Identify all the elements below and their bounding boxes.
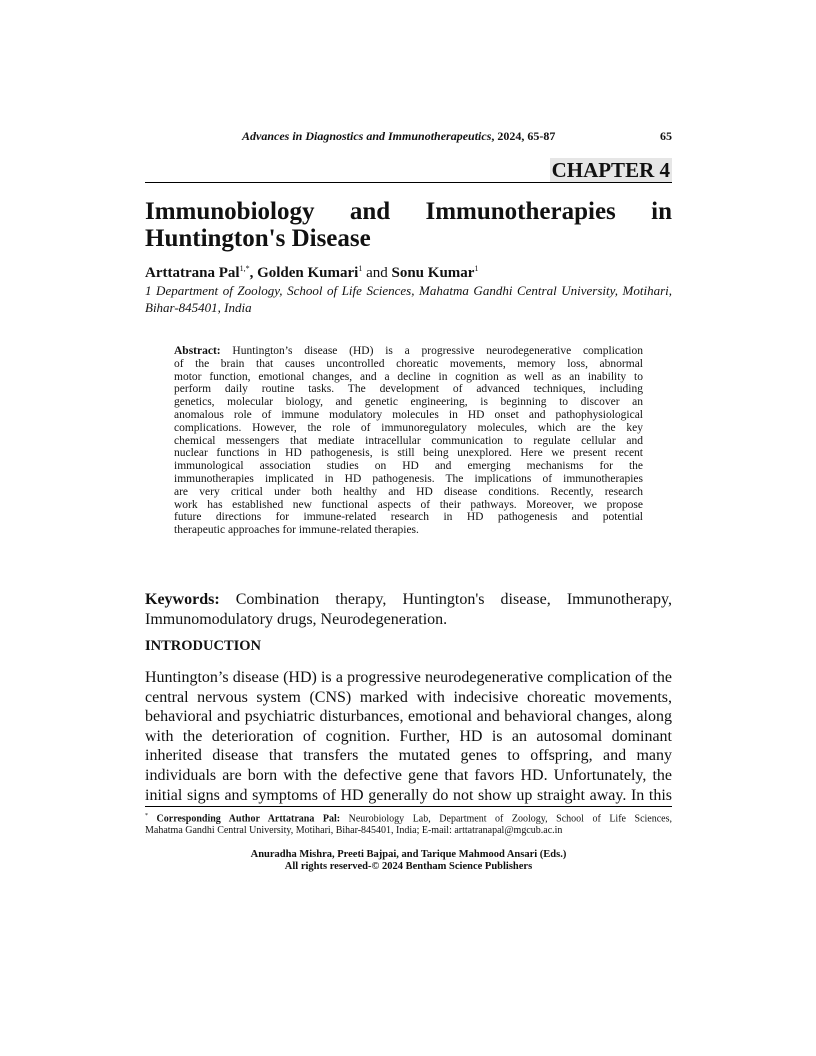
affiliation-line: Bihar-845401, India xyxy=(145,300,252,315)
body-line: individuals are born with the defective gene that favors HD. Unfortunately, the xyxy=(145,766,672,784)
abstract-text: complications. However, the role of immunoregulatory molecules, which are the key xyxy=(174,421,643,434)
title-line: Huntington's Disease xyxy=(145,225,371,252)
abstract-text: future directions for immune-related research in HD pathogenesis and potential xyxy=(174,511,643,524)
divider xyxy=(145,182,672,183)
abstract-text: nuclear functions in HD pathogenesis, is still being unexplored. Here we present recent xyxy=(174,447,643,460)
body-line: central nervous system (CNS) marked with indecisive choreatic movements, xyxy=(145,688,672,706)
author-sup: 1 xyxy=(474,264,479,273)
abstract-line xyxy=(174,499,643,512)
editors: Anuradha Mishra, Preeti Bajpai, and Tarique Mahmood Ansari (Eds.) xyxy=(250,849,567,860)
author-sup: 1 xyxy=(358,264,363,273)
abstract-text: anomalous role of immune modulatory molecules in HD onset and pathophysiological xyxy=(174,408,643,421)
abstract-text: are very critical under both healthy and HD disease conditions. Recently, research xyxy=(174,485,643,498)
footnote-label: Corresponding Author Arttatrana Pal: xyxy=(148,813,341,825)
chapter-label: CHAPTER 4 xyxy=(551,158,670,182)
footnote-divider xyxy=(145,806,672,807)
title-line: Immunobiology and Immunotherapies in xyxy=(145,198,672,225)
abstract-line xyxy=(174,422,643,435)
abstract-line xyxy=(174,358,643,371)
keywords-line: Immunomodulatory drugs, Neurodegeneration. xyxy=(145,611,448,628)
section-heading: INTRODUCTION xyxy=(145,638,262,654)
journal-citation: Advances in Diagnostics and Immunotherapeutics, 2024, 65-87 xyxy=(242,129,556,143)
copyright: All rights reserved-© 2024 Bentham Science Publishers xyxy=(284,860,533,872)
page-number: 65 xyxy=(660,129,672,143)
abstract-line xyxy=(174,371,643,384)
body-line: Huntington’s disease (HD) is a progressive neurodegenerative complication of the xyxy=(145,669,672,686)
separator: , xyxy=(249,265,258,281)
abstract-line xyxy=(174,345,643,358)
abstract-text: immunological association studies on HD and emerging mechanisms for the xyxy=(174,460,643,473)
footnote-line: Mahatma Gandhi Central University, Motihari, Bihar-845401, India; E-mail: arttatranapal@mgcub.ac.in xyxy=(145,825,563,837)
author-name: Arttatrana Pal xyxy=(145,265,240,281)
chapter-title xyxy=(145,198,672,252)
separator: and xyxy=(362,265,392,281)
affiliation-line: 1 Department of Zoology, School of Life Sciences, Mahatma Gandhi Central University, Motihari, xyxy=(145,283,672,298)
abstract-line xyxy=(174,524,643,537)
body-line: with the deterioration of cognition. Further, HD is an autosomal dominant xyxy=(145,727,672,745)
abstract-text: chemical messengers that mediate intracellular communication to regulate cellular and xyxy=(174,434,643,447)
abstract-text: motor function, emotional changes, and a decline in cognition as well as an inability to xyxy=(174,370,643,383)
footnote xyxy=(145,810,672,837)
abstract-line xyxy=(174,383,643,396)
abstract-line xyxy=(174,447,643,460)
abstract-text: work has established new functional aspects of their pathways. Moreover, we propose xyxy=(174,498,643,511)
abstract xyxy=(174,345,643,537)
body-text xyxy=(145,668,672,805)
author-name: Golden Kumari xyxy=(257,265,359,281)
author-sup: 1,* xyxy=(239,264,250,273)
abstract-line xyxy=(174,511,643,524)
abstract-text: perform daily routine tasks. The development of advanced techniques, including xyxy=(174,383,643,396)
body-line: initial signs and symptoms of HD generally do not show up straight away. In this xyxy=(145,786,672,804)
abstract-text: genetics, molecular biology, and genetic engineering, is beginning to discover an xyxy=(174,396,643,409)
body-line: inherited disease that transfers the mutated genes to offspring, and many xyxy=(145,747,672,765)
footnote-mark: * xyxy=(145,813,148,819)
body-line: behavioral and psychiatric disturbances, emotional and behavioral changes, along xyxy=(145,708,672,726)
abstract-line xyxy=(174,435,643,448)
abstract-text: immunotherapies implicated in HD pathogenesis. The implications of immunotherapies xyxy=(174,472,643,485)
editors-block xyxy=(145,849,672,872)
authors xyxy=(145,260,478,282)
footnote-line: Neurobiology Lab, Department of Zoology, School of Life Sciences, xyxy=(340,813,672,825)
abstract-line xyxy=(174,473,643,486)
keywords-label: Keywords: xyxy=(145,591,220,608)
abstract-label: Abstract: xyxy=(174,345,221,357)
abstract-line xyxy=(174,409,643,422)
abstract-line xyxy=(174,460,643,473)
abstract-line xyxy=(174,396,643,409)
keywords xyxy=(145,590,672,630)
abstract-text: of the brain that causes uncontrolled choreatic movements, memory loss, abnormal xyxy=(174,357,643,370)
abstract-text: Huntington’s disease (HD) is a progressive neurodegenerative complication xyxy=(220,345,643,357)
keywords-line: Combination therapy, Huntington's disease, Immunotherapy, xyxy=(219,591,672,608)
abstract-text: therapeutic approaches for immune-related therapies. xyxy=(174,524,419,537)
abstract-line xyxy=(174,486,643,499)
author-name: Sonu Kumar xyxy=(391,265,475,281)
affiliation xyxy=(145,282,672,316)
